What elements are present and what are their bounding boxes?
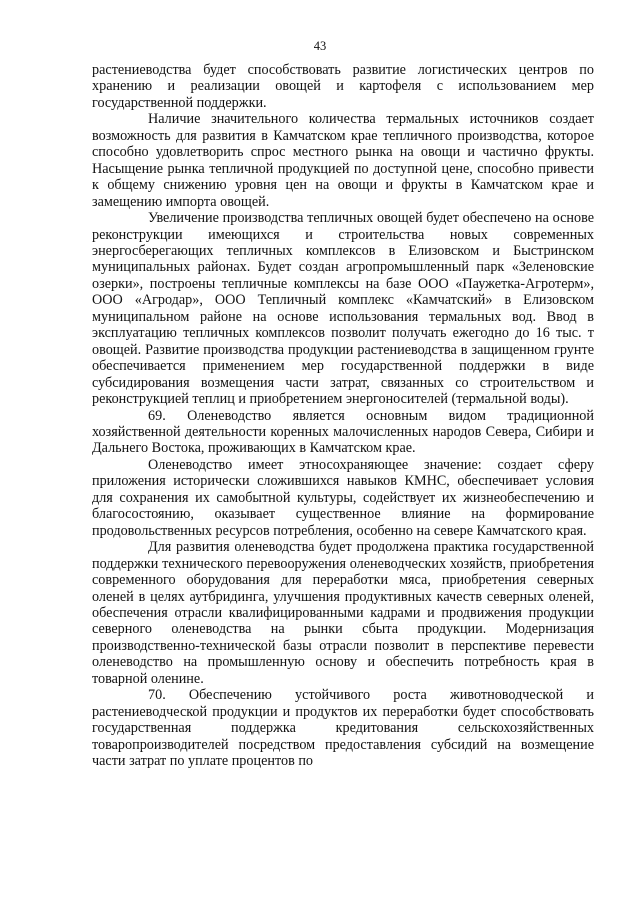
paragraph-reindeer-ethnic-value: Оленеводство имеет этносохраняющее значение: создает сферу приложения исторически сложившихся навыков КМНС, обеспечивает условия для сохранения их самобытной культуры, содействует их жизнеобеспечению и благосостоянию, оказывает существенное влияние на формирование продовольственных ресурсов потребления, особенно на севере Камчатского края. (92, 456, 594, 539)
paragraph-thermal-sources: Наличие значительного количества термальных источников создает возможность для развития в Камчатском крае тепличного производства, которое способно удовлетворить спрос местного рынка на овощи и частично фрукты. Насыщение рынка тепличной продукцией по доступной цене, способно привести к общему снижению уровня цен на овощи и фрукты в Камчатском крае и замещению импорта овощей. (92, 111, 594, 210)
paragraph-69-reindeer-herding: 69. Оленеводство является основным видом традиционной хозяйственной деятельности коренных малочисленных народов Севера, Сибири и Дальнего Востока, проживающих в Камчатском крае. (92, 407, 594, 457)
paragraph-greenhouse-production: Увеличение производства тепличных овощей будет обеспечено на основе реконструкции имеющихся и строительства новых современных энергосберегающих тепличных комплексов в Елизовском и Быстринском муниципальных районах. Будет создан агропромышленный парк «Зеленовские озерки», построены тепличные комплексы на базе ООО «Паужетка-Агротерм», ООО «Агродар», ООО Тепличный комплекс «Камчатский» в Елизовском муниципальном районе на основе использования термальных вод. Ввод в эксплуатацию тепличных комплексов позволит получать ежегодно до 16 тыс. т овощей. Развитие производства продукции растениеводства в защищенном грунте обеспечивается применением мер государственной поддержки в виде субсидирования возмещения части затрат, связанных со строительством и реконструкцией теплиц и приобретением энергоносителей (термальной воды). (92, 210, 594, 408)
paragraph-reindeer-support: Для развития оленеводства будет продолжена практика государственной поддержки технического перевооружения оленеводческих хозяйств, приобретения современного оборудования для переработки мяса, приобретения северных оленей в целях аутбридинга, улучшения продуктивных качеств северных оленей, обеспечения отрасли квалифицированными кадрами и продвижения продукции северного оленеводства на рынки сбыта продукции. Модернизация производственно-технической базы отрасли позволит в перспективе перевести оленеводство на промышленную основу и обеспечить потребность края в товарной оленине. (92, 539, 594, 687)
paragraph-continuation: растениеводства будет способствовать развитие логистических центров по хранению и реализации овощей и картофеля с использованием мер государственной поддержки. (92, 62, 594, 111)
paragraph-70-credit-support: 70. Обеспечению устойчивого роста животноводческой и растениеводческой продукции и продуктов их переработки будет способствовать государственная поддержка кредитования сельскохозяйственных товаропроизводителей посредством предоставления субсидий на возмещение части затрат по уплате процентов по (92, 687, 594, 770)
page-body (92, 62, 594, 769)
page-number: 43 (313, 39, 327, 53)
